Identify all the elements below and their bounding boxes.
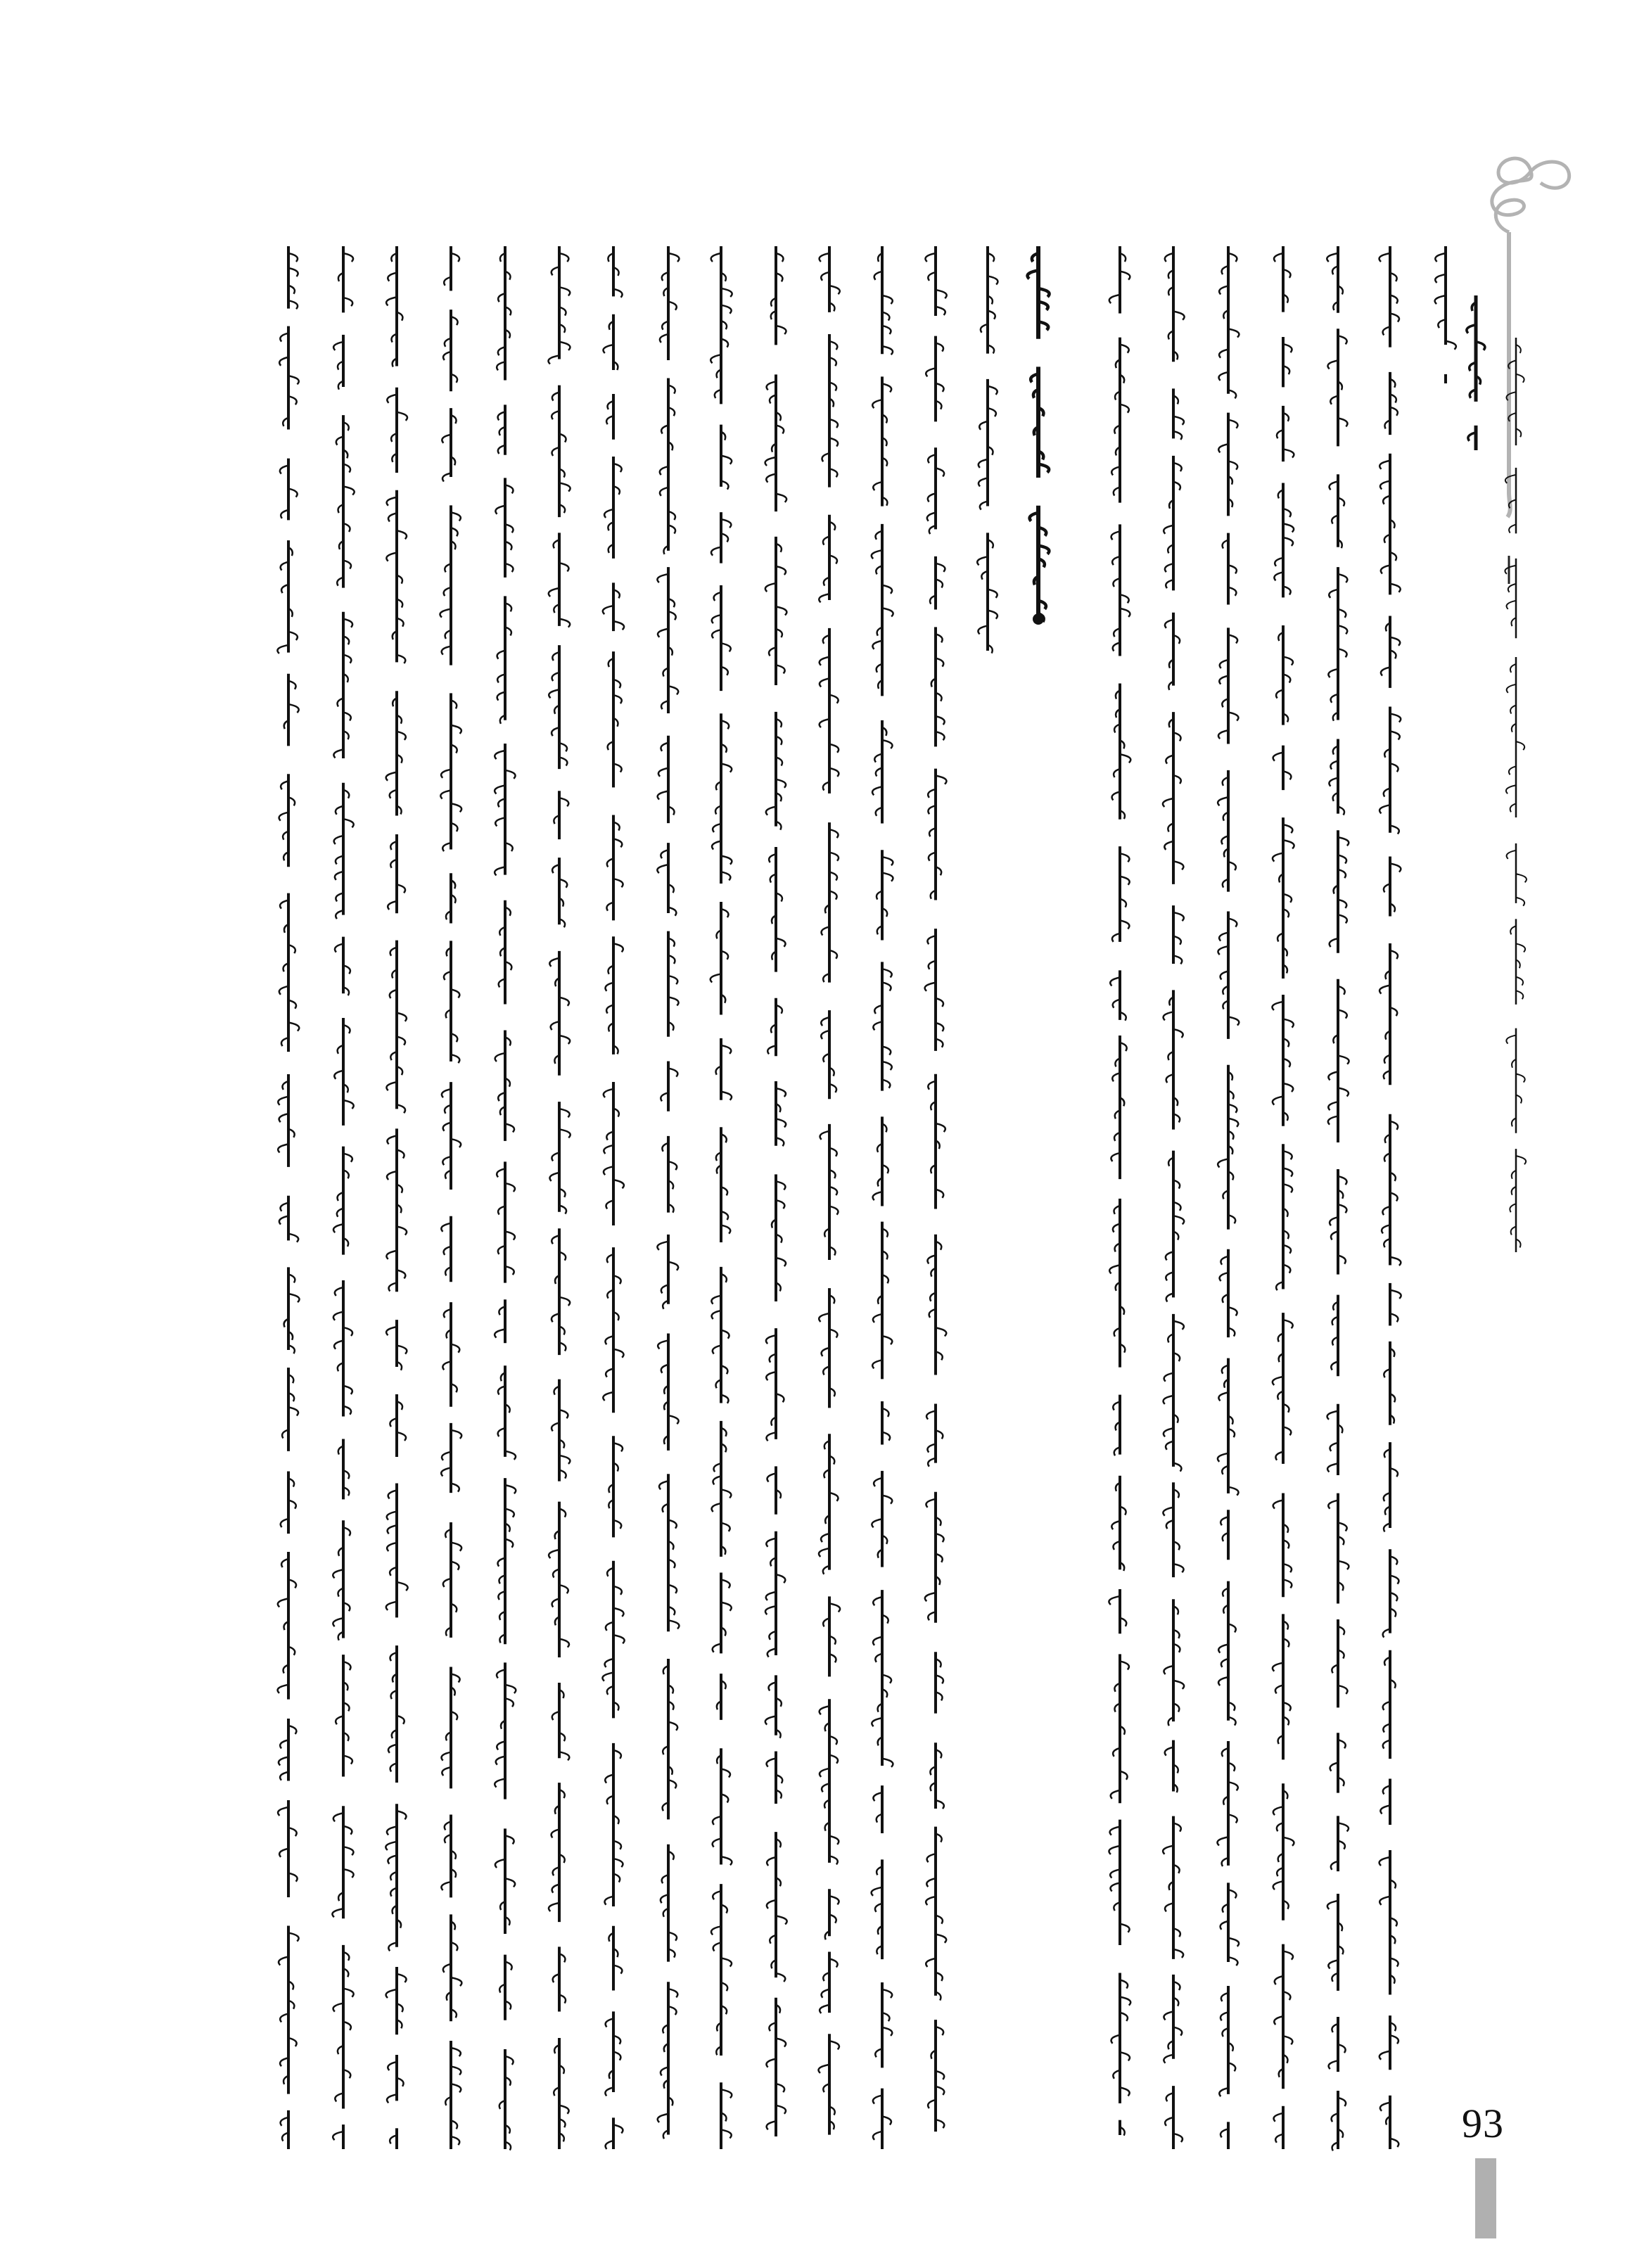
text-column (385, 246, 407, 2149)
header-ornament-icon (1492, 158, 1569, 584)
text-column (602, 246, 624, 2149)
text-column (1217, 246, 1239, 2149)
text-column (1272, 246, 1294, 2149)
text-column (495, 246, 516, 2151)
text-column (1163, 246, 1185, 2149)
page-number: 93 (1462, 2101, 1504, 2146)
text-column (277, 246, 299, 2149)
page-edge-marker (1475, 2158, 1496, 2238)
mongolian-text-body (277, 246, 1527, 2151)
section-bullet-icon (1033, 613, 1044, 625)
text-column (925, 246, 947, 2132)
text-column (819, 246, 841, 2135)
text-column (657, 246, 679, 2139)
text-column (1109, 246, 1130, 2136)
text-column (872, 246, 893, 2149)
text-column (711, 246, 732, 2149)
text-column (1327, 246, 1349, 2151)
text-column (1379, 246, 1401, 2149)
text-column (549, 246, 571, 2149)
text-column (332, 246, 354, 2149)
text-column (1435, 246, 1456, 383)
text-column (440, 246, 461, 2149)
header-title-column (1467, 295, 1485, 450)
heading-column (1028, 246, 1050, 622)
text-column (765, 246, 787, 2136)
text-column (977, 246, 998, 654)
